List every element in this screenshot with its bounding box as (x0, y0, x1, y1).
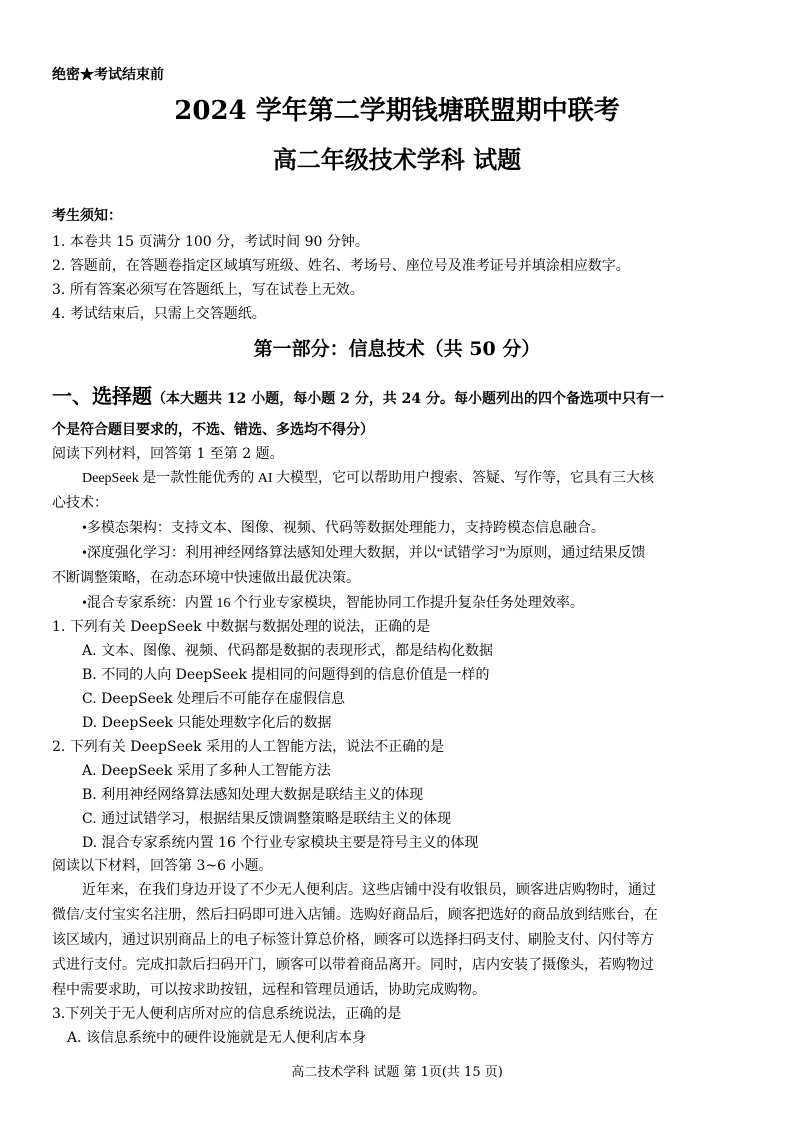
material-2-line: 微信/支付宝实名注册，然后扫码即可进入店铺。选购好商品后，顾客把选好的商品放到结账台，在 (52, 908, 658, 923)
question-1-option-a: A. 文本、图像、视频、代码都是数据的表现形式，都是结构化数据 (82, 643, 494, 659)
question-1-stem: 1. 下列有关 DeepSeek 中数据与数据处理的说法，正确的是 (52, 619, 431, 635)
page-footer: 高二技术学科 试题 第 1页(共 15 页) (291, 1065, 503, 1080)
question-1-option-b: B. 不同的人向 DeepSeek 提相同的问题得到的信息价值是一样的 (82, 667, 490, 683)
notice-item: 3. 所有答案必须写在答题纸上，写在试卷上无效。 (52, 282, 364, 298)
question-2-option-c: C. 通过试错学习，根据结果反馈调整策略是联结主义的体现 (82, 811, 452, 827)
part-heading: 第一部分：信息技术（共 50 分） (253, 338, 541, 360)
material-2-line: 近年来，在我们身边开设了不少无人便利店。这些店铺中没有收银员，顾客进店购物时，通过 (82, 883, 656, 898)
section-title: 一、选择题 (52, 384, 152, 408)
question-1-option-c: C. DeepSeek 处理后不可能存在虚假信息 (82, 691, 345, 707)
question-3-option-a: A. 该信息系统中的硬件设施就是无人便利店本身 (67, 1030, 367, 1046)
section-heading (52, 386, 664, 406)
material-2-line: 该区域内，通过识别商品上的电子标签计算总价格，顾客可以选择扫码支付、刷脸支付、闪付等方 (52, 933, 654, 948)
material-2-intro: 阅读以下材料，回答第 3~6 小题。 (52, 858, 273, 874)
material-line: DeepSeek 是一款性能优秀的 AI 大模型，它可以帮助用户搜索、答疑、写作等，它具有三大核 (82, 471, 655, 486)
material-line: 不断调整策略，在动态环境中快速做出最优决策。 (52, 571, 360, 586)
material-2-line: 式进行支付。完成扣款后扫码开门，顾客可以带着商品离开。同时，店内安装了摄像头，若购物过 (52, 958, 654, 973)
exam-title: 2024 学年第二学期钱塘联盟期中联考 (174, 96, 620, 126)
question-2-option-b: B. 利用神经网络算法感知处理大数据是联结主义的体现 (82, 787, 424, 803)
question-1-option-d: D. DeepSeek 只能处理数字化后的数据 (82, 715, 332, 731)
question-2-option-a: A. DeepSeek 采用了多种人工智能方法 (82, 763, 331, 779)
question-2-stem: 2. 下列有关 DeepSeek 采用的人工智能方法，说法不正确的是 (52, 739, 445, 755)
notice-item: 4. 考试结束后，只需上交答题纸。 (52, 306, 266, 322)
section-description: （本大题共 12 小题，每小题 2 分，共 24 分。每小题列出的四个备选项中只有一 (152, 391, 664, 407)
confidential-label: 绝密★考试结束前 (52, 67, 164, 83)
material-line: •多模态架构：支持文本、图像、视频、代码等数据处理能力，支持跨模态信息融合。 (82, 521, 605, 536)
question-3-stem: 3.下列关于无人便利店所对应的信息系统说法，正确的是 (52, 1006, 402, 1022)
notice-item: 1. 本卷共 15 页满分 100 分，考试时间 90 分钟。 (52, 234, 369, 250)
question-2-option-d: D. 混合专家系统内置 16 个行业专家模块主要是符号主义的体现 (82, 835, 479, 851)
exam-subtitle: 高二年级技术学科 试题 (272, 145, 522, 174)
material-2-line: 程中需要求助，可以按求助按钮，远程和管理员通话，协助完成购物。 (52, 983, 486, 998)
section-description-cont: 个是符合题目要求的，不选、错选、多选均不得分） (52, 422, 374, 438)
material-line: •混合专家系统：内置 16 个行业专家模块，智能协同工作提升复杂任务处理效率。 (82, 596, 584, 611)
notice-heading: 考生须知： (52, 208, 122, 224)
material-line: •深度强化学习：利用神经网络算法感知处理大数据，并以“试错学习”为原则，通过结果反馈 (82, 546, 646, 561)
material-intro: 阅读下列材料，回答第 1 至第 2 题。 (52, 446, 284, 462)
material-line: 心技术： (52, 496, 108, 511)
notice-item: 2. 答题前，在答题卷指定区域填写班级、姓名、考场号、座位号及准考证号并填涂相应数字。 (52, 258, 630, 274)
